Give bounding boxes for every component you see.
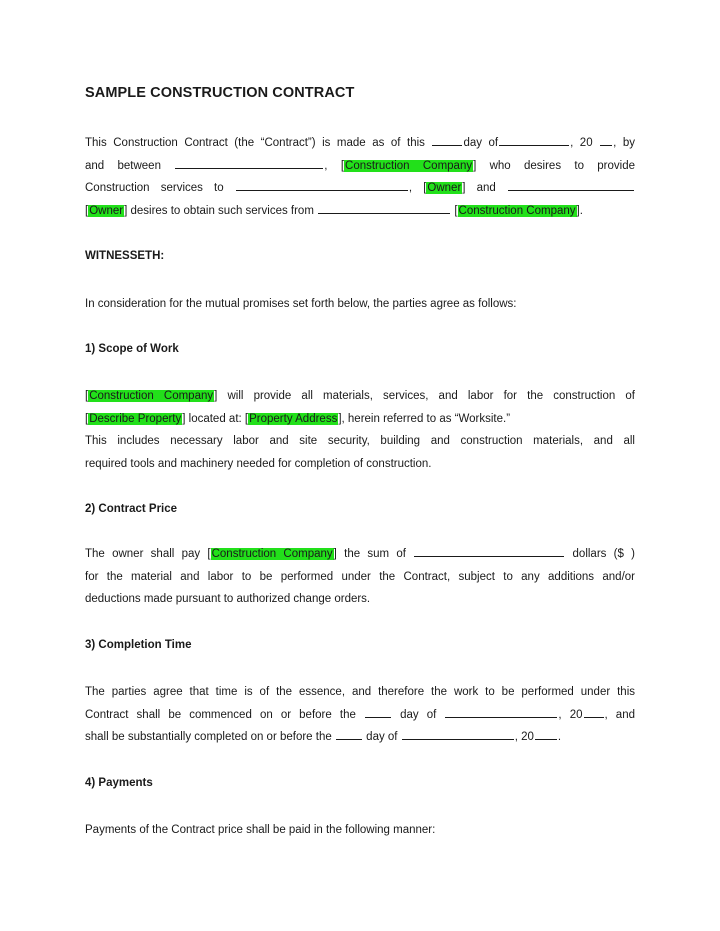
intro-text: ] desires to obtain such services from <box>124 204 314 217</box>
intro-text: [ <box>340 159 345 172</box>
blank-owner <box>508 178 634 191</box>
intro-text: ] who desires to provide <box>473 159 635 172</box>
completion-line-3 <box>85 726 635 749</box>
blank-year <box>600 133 612 146</box>
blank-end-day <box>336 727 362 740</box>
scope-line-4: required tools and machinery needed for completion of construction. <box>85 457 432 470</box>
blank-start-day <box>365 705 391 718</box>
completion-text: day of <box>366 731 398 743</box>
consideration-paragraph <box>85 293 635 316</box>
scope-text: [ <box>85 390 89 402</box>
completion-line-2 <box>85 704 635 727</box>
witnesseth-heading: WITNESSETH: <box>85 250 165 262</box>
blank-party <box>175 156 323 169</box>
payments-heading: 4) Payments <box>85 777 153 789</box>
intro-text: [ <box>423 182 427 194</box>
price-heading: 2) Contract Price <box>85 503 178 515</box>
price-line-1 <box>85 543 635 566</box>
completion-text: . <box>557 731 562 743</box>
price-line-2: for the material and labor to be performed under the Contract, subject to any additions and/or <box>85 570 635 583</box>
intro-line-1 <box>85 132 635 155</box>
intro-line-2 <box>85 155 635 178</box>
intro-text: , <box>324 159 328 172</box>
placeholder-construction-company[interactable]: Construction Company <box>458 204 576 217</box>
scope-text: ] located at: [ <box>182 412 249 425</box>
intro-text: ]. <box>576 204 583 217</box>
blank-owner-name <box>236 178 408 191</box>
intro-line-4 <box>85 200 635 223</box>
completion-text: , and <box>604 708 635 721</box>
consideration-text: In consideration for the mutual promises set forth below, the parties agree as follows: <box>85 298 517 310</box>
intro-text: Construction services to <box>85 182 224 194</box>
completion-line-1: The parties agree that time is of the essence, and therefore the work to be performed under this <box>85 686 635 698</box>
intro-text: ] and <box>462 182 496 194</box>
completion-paragraph <box>85 681 635 749</box>
placeholder-owner[interactable]: Owner <box>427 182 462 194</box>
intro-text: , by <box>613 137 636 149</box>
scope-line-3: This includes necessary labor and site security, building and construction materials, and all <box>85 435 635 447</box>
payments-line-1: Payments of the Contract price shall be paid in the following manner: <box>85 824 436 836</box>
intro-text: day of <box>463 137 499 149</box>
price-paragraph <box>85 543 635 611</box>
placeholder-construction-company[interactable]: Construction Company <box>211 548 333 560</box>
scope-text: ] will provide all materials, services, and labor for the construction of <box>214 390 635 402</box>
scope-line-1 <box>85 385 635 408</box>
placeholder-construction-company[interactable]: Construction Company <box>89 390 214 402</box>
price-text: The owner shall pay [ <box>85 548 211 560</box>
scope-line-2 <box>85 408 635 431</box>
completion-text: , 20 <box>514 731 534 743</box>
completion-text: , 20 <box>558 708 583 721</box>
completion-heading: 3) Completion Time <box>85 639 192 651</box>
blank-month <box>499 133 569 146</box>
placeholder-property-address[interactable]: Property Address <box>249 412 338 425</box>
blank-end-month <box>402 727 514 740</box>
scope-text: [ <box>85 412 89 425</box>
intro-text: , <box>408 182 413 194</box>
blank-amount <box>414 544 564 557</box>
intro-text: [ <box>454 204 458 217</box>
document-title: SAMPLE CONSTRUCTION CONTRACT <box>85 85 355 101</box>
placeholder-describe-property[interactable]: Describe Property <box>89 412 182 425</box>
payments-paragraph <box>85 819 635 842</box>
price-text: dollars ($ ) <box>572 548 635 560</box>
scope-heading: 1) Scope of Work <box>85 343 179 355</box>
blank-start-month <box>445 705 557 718</box>
blank-start-year <box>584 705 604 718</box>
placeholder-owner[interactable]: Owner <box>89 204 124 217</box>
completion-text: day of <box>400 708 437 721</box>
intro-text: [ <box>85 204 89 217</box>
blank-end-year <box>535 727 557 740</box>
price-line-3: deductions made pursuant to authorized change orders. <box>85 593 371 605</box>
price-text: ] the sum of <box>333 548 406 560</box>
intro-paragraph <box>85 132 635 222</box>
scope-text: ], herein referred to as “Worksite.” <box>338 412 511 425</box>
placeholder-construction-company[interactable]: Construction Company <box>345 159 473 172</box>
intro-text: This Construction Contract (the “Contract”) is made as of this <box>85 137 425 149</box>
scope-paragraph <box>85 385 635 475</box>
intro-line-3 <box>85 177 635 200</box>
blank-day <box>432 133 462 146</box>
intro-text: , 20 <box>570 137 593 149</box>
intro-text: and between <box>85 159 161 172</box>
completion-text: shall be substantially completed on or before the <box>85 731 332 743</box>
completion-text: Contract shall be commenced on or before the <box>85 708 356 721</box>
blank-provider <box>318 201 450 214</box>
